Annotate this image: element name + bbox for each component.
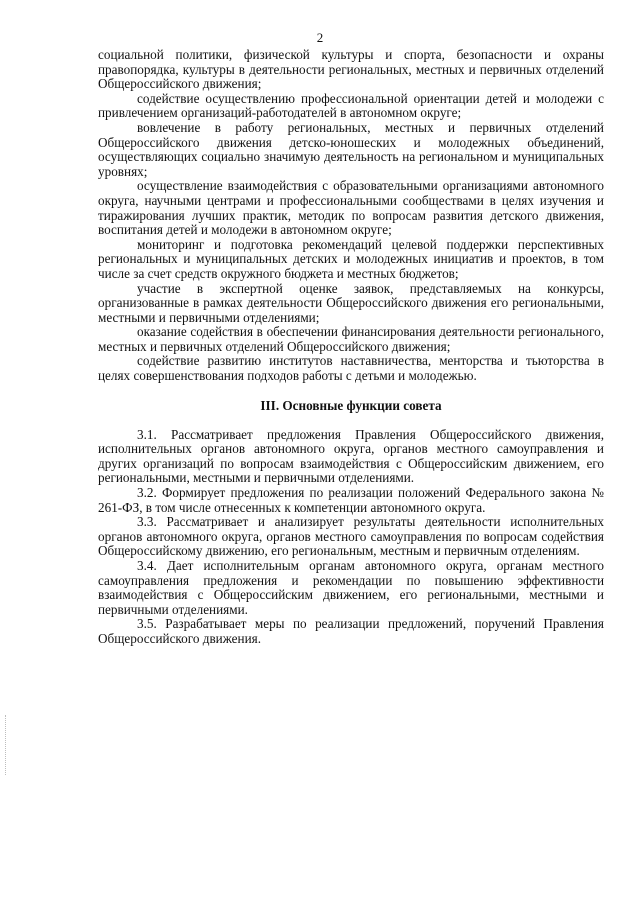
function-paragraph: 3.2. Формирует предложения по реализации положений Федерального закона № 261-ФЗ, в том числе отнесенных к компетенции автономного округа.: [98, 485, 604, 515]
function-paragraph: 3.5. Разрабатывает меры по реализации предложений, поручений Правления Общероссийского движения.: [98, 616, 604, 646]
function-paragraph: 3.1. Рассматривает предложения Правления Общероссийского движения, исполнительных органов автономного округа, органов местного самоуправления и других организаций по вопросам взаимодействия с Общероссийским движением, его региональными, местными и первичными отделениями.: [98, 426, 604, 486]
list-paragraph: осуществление взаимодействия с образовательными организациями автономного округа, научными центрами и профессиональными сообществами в целях изучения и тиражирования лучших практик, методик по вопросам развития детского движения, воспитания детей и молодежи в автономном округе;: [98, 178, 604, 238]
list-paragraph: оказание содействия в обеспечении финансирования деятельности регионального, местных и первичных отделений Общероссийского движения;: [98, 324, 604, 354]
document-body: [98, 48, 604, 647]
list-paragraph: мониторинг и подготовка рекомендаций целевой поддержки перспективных региональных и муниципальных детских и молодежных инициатив и проектов, в том числе за счет средств окружного бюджета и местных бюджетов;: [98, 236, 604, 281]
list-paragraph: содействие осуществлению профессиональной ориентации детей и молодежи с привлечением организаций-работодателей в автономном округе;: [98, 90, 604, 121]
list-paragraph: содействие развитию институтов наставничества, менторства и тьюторства в целях совершенствования подходов работы с детьми и молодежью.: [98, 353, 604, 384]
page-number: 2: [316, 30, 324, 45]
list-paragraph: вовлечение в работу региональных, местных и первичных отделений Общероссийского движения детско-юношеских и молодежных объединений, осуществляющих социально значимую деятельность на региональном и муниципальных уровнях;: [98, 119, 604, 179]
section-heading: III. Основные функции совета: [260, 397, 442, 413]
scan-margin-marks: [5, 715, 8, 775]
list-paragraph: социальной политики, физической культуры и спорта, безопасности и охраны правопорядка, культуры в деятельности региональных, местных и первичных отделений Общероссийского движения;: [98, 47, 604, 92]
function-paragraph: 3.4. Дает исполнительным органам автономного округа, органам местного самоуправления предложения и рекомендации по повышению эффективности взаимодействия с Общероссийским движением, его региональными, местными и первичными отделениями.: [98, 558, 604, 617]
list-paragraph: участие в экспертной оценке заявок, представляемых на конкурсы, организованные в рамках деятельности Общероссийского движения его региональными, местными и первичными отделениями;: [98, 280, 604, 325]
function-paragraph: 3.3. Рассматривает и анализирует результаты деятельности исполнительных органов автономного округа, органов местного самоуправления по вопросам содействия Общероссийскому движению, его региональным, местным и первичным отделениям.: [98, 514, 604, 559]
